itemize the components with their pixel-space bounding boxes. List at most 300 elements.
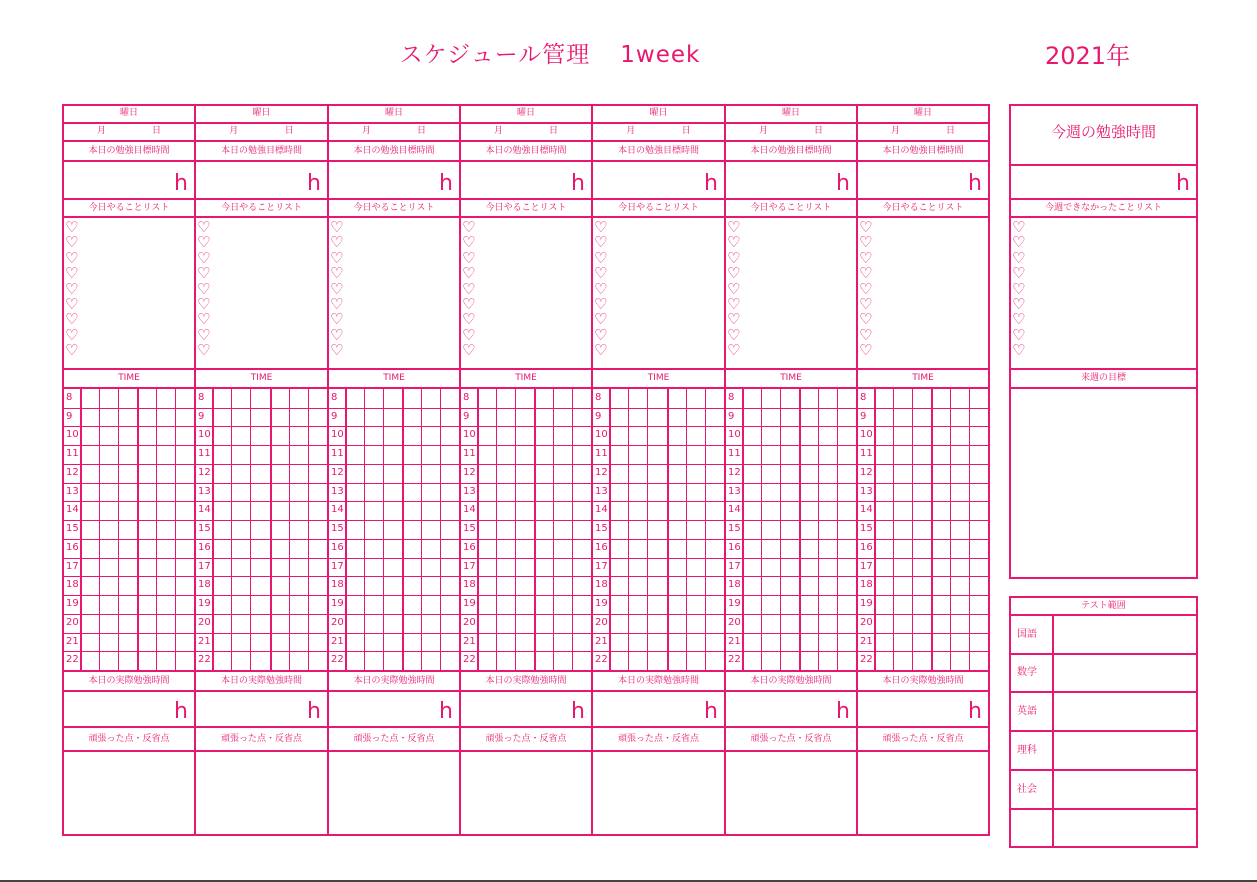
heart-icon[interactable]: ♡ <box>330 294 344 313</box>
todo-list[interactable] <box>194 216 329 370</box>
weekday-label: 曜日 <box>119 108 138 118</box>
hour-label: 10 <box>463 429 476 441</box>
heart-icon[interactable]: ♡ <box>462 264 476 283</box>
hour-label: 16 <box>66 541 79 553</box>
heart-icon[interactable]: ♡ <box>859 325 873 344</box>
time-grid[interactable] <box>194 387 329 672</box>
hour-label: 21 <box>198 635 211 647</box>
heart-icon[interactable]: ♡ <box>65 325 79 344</box>
hour-label: 15 <box>860 523 873 535</box>
heart-icon[interactable]: ♡ <box>330 341 344 360</box>
heart-icon[interactable]: ♡ <box>462 341 476 360</box>
heart-icon[interactable]: ♡ <box>197 233 211 252</box>
actual-label: 本日の実際勉強時間 <box>617 676 699 686</box>
heart-icon[interactable]: ♡ <box>594 325 608 344</box>
hour-label: 9 <box>463 410 470 422</box>
heart-icon[interactable]: ♡ <box>65 310 79 329</box>
grid-col-line <box>761 389 762 670</box>
actual-hours-box[interactable] <box>724 690 858 728</box>
weekday-cell[interactable] <box>459 104 593 124</box>
heart-icon[interactable]: ♡ <box>1012 310 1026 329</box>
hour-label: 12 <box>860 466 873 478</box>
heart-icon[interactable]: ♡ <box>330 264 344 283</box>
hour-label: 13 <box>331 485 344 497</box>
heart-icon[interactable]: ♡ <box>594 233 608 252</box>
hour-unit: h <box>439 699 453 724</box>
hour-unit: h <box>968 699 982 724</box>
target-label: 本日の勉強目標時間 <box>485 146 567 156</box>
hour-label: 21 <box>728 635 741 647</box>
heart-icon[interactable]: ♡ <box>859 264 873 283</box>
hour-unit: h <box>307 699 321 724</box>
heart-icon[interactable]: ♡ <box>462 233 476 252</box>
hour-label: 21 <box>331 635 344 647</box>
date-cell[interactable] <box>459 122 593 142</box>
hour-label: 18 <box>463 579 476 591</box>
heart-icon[interactable]: ♡ <box>330 218 344 236</box>
hour-label: 22 <box>331 654 344 666</box>
weekday-cell[interactable] <box>327 104 461 124</box>
heart-icon[interactable]: ♡ <box>330 233 344 252</box>
reflection-box[interactable] <box>591 750 726 836</box>
date-cell[interactable] <box>591 122 726 142</box>
weekly-total-box[interactable] <box>1009 164 1198 200</box>
hour-unit: h <box>307 171 321 196</box>
actual-header <box>194 670 329 692</box>
grid-col-line <box>572 389 573 670</box>
heart-icon[interactable]: ♡ <box>859 294 873 313</box>
heart-icon[interactable]: ♡ <box>1012 325 1026 344</box>
reflection-label: 頑張った点・反省点 <box>485 734 567 744</box>
grid-col-line <box>705 389 706 670</box>
weekday-label: 曜日 <box>913 108 932 118</box>
reflection-label: 頑張った点・反省点 <box>353 734 435 744</box>
heart-icon[interactable]: ♡ <box>594 264 608 283</box>
time-header <box>194 368 329 389</box>
todo-hearts <box>727 220 740 359</box>
hour-label: 13 <box>198 485 211 497</box>
actual-hours-box[interactable] <box>459 690 593 728</box>
test-subject-cell <box>1009 653 1054 693</box>
grid-col-line <box>308 389 309 670</box>
todo-label: 今日やることリスト <box>882 203 964 213</box>
test-header <box>1009 596 1198 616</box>
target-header <box>459 140 593 162</box>
hour-label: 17 <box>595 560 608 572</box>
grid-col-line <box>799 389 801 670</box>
next-goal-box[interactable] <box>1009 387 1198 579</box>
heart-icon[interactable]: ♡ <box>197 264 211 283</box>
actual-header <box>856 670 990 692</box>
heart-icon[interactable]: ♡ <box>330 248 344 267</box>
grid-col-line <box>553 389 554 670</box>
hour-label: 22 <box>595 654 608 666</box>
title-week: 1week <box>620 42 701 68</box>
day-label: 日 <box>416 126 426 136</box>
hour-label: 21 <box>463 635 476 647</box>
grid-col-line <box>780 389 781 670</box>
todo-list[interactable] <box>459 216 593 370</box>
reflection-box[interactable] <box>724 750 858 836</box>
hour-label: 13 <box>463 485 476 497</box>
heart-icon[interactable]: ♡ <box>330 310 344 329</box>
day-label: 日 <box>548 126 558 136</box>
actual-header <box>591 670 726 692</box>
weekday-label: 曜日 <box>252 108 271 118</box>
date-row <box>726 124 856 138</box>
test-subject-label: 社会 <box>1017 784 1037 795</box>
target-header <box>591 140 726 162</box>
heart-icon[interactable]: ♡ <box>462 294 476 313</box>
weekday-cell[interactable] <box>724 104 858 124</box>
weekly-heart-list <box>1012 220 1025 359</box>
time-grid[interactable] <box>459 387 593 672</box>
hour-label: 22 <box>66 654 79 666</box>
heart-icon[interactable]: ♡ <box>462 310 476 329</box>
weekday-label: 曜日 <box>649 108 668 118</box>
weekly-notdone-list[interactable] <box>1009 216 1198 370</box>
weekday-cell[interactable] <box>591 104 726 124</box>
todo-hearts <box>65 220 78 359</box>
reflection-label: 頑張った点・反省点 <box>882 734 964 744</box>
hour-unit: h <box>439 171 453 196</box>
hour-label: 14 <box>860 504 873 516</box>
grid-col-line <box>515 389 516 670</box>
todo-label: 今日やることリスト <box>353 203 435 213</box>
grid-col-line <box>137 389 139 670</box>
test-range-cell[interactable] <box>1052 653 1198 693</box>
target-hours-box[interactable] <box>194 160 329 200</box>
reflection-box[interactable] <box>62 750 196 836</box>
next-goal-label: 来週の目標 <box>1080 373 1126 383</box>
reflection-box[interactable] <box>194 750 329 836</box>
todo-list[interactable] <box>62 216 196 370</box>
hour-unit: h <box>704 699 718 724</box>
heart-icon[interactable]: ♡ <box>65 218 79 236</box>
hour-label: 18 <box>595 579 608 591</box>
time-grid[interactable] <box>327 387 461 672</box>
heart-icon[interactable]: ♡ <box>65 248 79 267</box>
heart-icon[interactable]: ♡ <box>462 218 476 236</box>
reflection-header <box>327 726 461 752</box>
hour-unit: h <box>836 699 850 724</box>
hour-label: 10 <box>66 429 79 441</box>
hour-label: 9 <box>728 410 735 422</box>
todo-header <box>724 198 858 218</box>
hour-label: 14 <box>728 504 741 516</box>
heart-icon[interactable]: ♡ <box>1012 341 1026 360</box>
title-text: スケジュール管理 <box>399 42 591 68</box>
hour-label: 16 <box>860 541 873 553</box>
target-header <box>62 140 196 162</box>
reflection-header <box>459 726 593 752</box>
grid-col-line <box>950 389 951 670</box>
heart-icon[interactable]: ♡ <box>197 218 211 236</box>
heart-icon[interactable]: ♡ <box>594 248 608 267</box>
actual-label: 本日の実際勉強時間 <box>485 676 567 686</box>
hour-label: 18 <box>66 579 79 591</box>
hour-label: 19 <box>463 598 476 610</box>
test-range-cell[interactable] <box>1052 808 1198 848</box>
todo-header <box>856 198 990 218</box>
todo-hearts <box>859 220 872 359</box>
reflection-box[interactable] <box>856 750 990 836</box>
grid-col-line <box>402 389 404 670</box>
grid-col-line <box>175 389 176 670</box>
heart-icon[interactable]: ♡ <box>330 325 344 344</box>
time-label: TIME <box>912 373 934 383</box>
test-subject-cell <box>1009 691 1054 732</box>
actual-hours-box[interactable] <box>856 690 990 728</box>
hour-label: 19 <box>728 598 741 610</box>
time-grid[interactable] <box>724 387 858 672</box>
date-cell[interactable] <box>856 122 990 142</box>
hour-label: 11 <box>198 448 211 460</box>
todo-header <box>459 198 593 218</box>
heart-icon[interactable]: ♡ <box>65 279 79 298</box>
month-label: 月 <box>626 126 636 136</box>
reflection-box[interactable] <box>327 750 461 836</box>
heart-icon[interactable]: ♡ <box>727 279 741 298</box>
date-cell[interactable] <box>327 122 461 142</box>
hour-label: 20 <box>595 616 608 628</box>
heart-icon[interactable]: ♡ <box>594 310 608 329</box>
heart-icon[interactable]: ♡ <box>859 341 873 360</box>
hour-label: 16 <box>463 541 476 553</box>
heart-icon[interactable]: ♡ <box>197 310 211 329</box>
hour-label: 20 <box>728 616 741 628</box>
hour-label: 19 <box>860 598 873 610</box>
heart-icon[interactable]: ♡ <box>594 279 608 298</box>
grid-col-line <box>609 389 611 670</box>
hour-label: 15 <box>198 523 211 535</box>
todo-list[interactable] <box>591 216 726 370</box>
heart-icon[interactable]: ♡ <box>197 248 211 267</box>
hour-label: 20 <box>463 616 476 628</box>
heart-icon[interactable]: ♡ <box>462 325 476 344</box>
hour-label: 19 <box>595 598 608 610</box>
todo-hearts <box>462 220 475 359</box>
hour-unit: h <box>174 171 188 196</box>
grid-col-line <box>383 389 384 670</box>
hour-label: 20 <box>331 616 344 628</box>
hour-label: 13 <box>728 485 741 497</box>
grid-col-line <box>99 389 100 670</box>
date-cell[interactable] <box>724 122 858 142</box>
heart-icon[interactable]: ♡ <box>197 294 211 313</box>
hour-label: 21 <box>595 635 608 647</box>
heart-icon[interactable]: ♡ <box>859 279 873 298</box>
date-cell[interactable] <box>62 122 196 142</box>
target-hours-box[interactable] <box>327 160 461 200</box>
actual-hours-box[interactable] <box>62 690 196 728</box>
heart-icon[interactable]: ♡ <box>197 341 211 360</box>
time-header <box>327 368 461 389</box>
hour-label: 19 <box>198 598 211 610</box>
month-label: 月 <box>758 126 768 136</box>
test-range-cell[interactable] <box>1052 614 1198 655</box>
date-row <box>593 124 724 138</box>
reflection-box[interactable] <box>459 750 593 836</box>
hour-label: 17 <box>860 560 873 572</box>
hour-label: 17 <box>198 560 211 572</box>
heart-icon[interactable]: ♡ <box>859 233 873 252</box>
grid-col-line <box>270 389 272 670</box>
heart-icon[interactable]: ♡ <box>594 294 608 313</box>
hour-label: 14 <box>331 504 344 516</box>
grid-col-line <box>969 389 970 670</box>
heart-icon[interactable]: ♡ <box>1012 248 1026 267</box>
heart-icon[interactable]: ♡ <box>727 248 741 267</box>
heart-icon[interactable]: ♡ <box>65 264 79 283</box>
weekday-cell[interactable] <box>194 104 329 124</box>
hour-label: 15 <box>728 523 741 535</box>
actual-hours-box[interactable] <box>591 690 726 728</box>
grid-col-line <box>118 389 119 670</box>
target-hours-box[interactable] <box>62 160 196 200</box>
heart-icon[interactable]: ♡ <box>330 279 344 298</box>
test-range-cell[interactable] <box>1052 730 1198 771</box>
heart-icon[interactable]: ♡ <box>1012 294 1026 313</box>
time-grid[interactable] <box>591 387 726 672</box>
grid-col-line <box>421 389 422 670</box>
heart-icon[interactable]: ♡ <box>727 233 741 252</box>
heart-icon[interactable]: ♡ <box>65 233 79 252</box>
test-subject-cell <box>1009 614 1054 655</box>
grid-col-line <box>156 389 157 670</box>
weekday-label: 曜日 <box>516 108 535 118</box>
heart-icon[interactable]: ♡ <box>1012 279 1026 298</box>
hour-unit: h <box>571 699 585 724</box>
date-row <box>461 124 591 138</box>
month-label: 月 <box>493 126 503 136</box>
todo-list[interactable] <box>856 216 990 370</box>
time-label: TIME <box>118 373 140 383</box>
hour-label: 15 <box>331 523 344 535</box>
weekly-hour-unit: h <box>1176 171 1190 196</box>
hour-label: 10 <box>728 429 741 441</box>
test-range-cell[interactable] <box>1052 691 1198 732</box>
target-hours-box[interactable] <box>459 160 593 200</box>
day-label: 日 <box>813 126 823 136</box>
hour-label: 12 <box>463 466 476 478</box>
heart-icon[interactable]: ♡ <box>727 310 741 329</box>
hour-label: 16 <box>595 541 608 553</box>
hour-label: 9 <box>860 410 867 422</box>
heart-icon[interactable]: ♡ <box>1012 233 1026 252</box>
time-grid[interactable] <box>856 387 990 672</box>
heart-icon[interactable]: ♡ <box>197 279 211 298</box>
hour-label: 15 <box>463 523 476 535</box>
hour-label: 14 <box>463 504 476 516</box>
date-cell[interactable] <box>194 122 329 142</box>
hour-label: 10 <box>331 429 344 441</box>
hour-label: 22 <box>728 654 741 666</box>
time-label: TIME <box>780 373 802 383</box>
hour-label: 9 <box>331 410 338 422</box>
actual-hours-box[interactable] <box>327 690 461 728</box>
grid-col-line <box>893 389 894 670</box>
actual-hours-box[interactable] <box>194 690 329 728</box>
time-header <box>459 368 593 389</box>
weekly-notdone-label: 今週できなかったことリスト <box>1045 203 1162 213</box>
hour-label: 9 <box>66 410 73 422</box>
hour-label: 12 <box>728 466 741 478</box>
heart-icon[interactable]: ♡ <box>859 218 873 236</box>
heart-icon[interactable]: ♡ <box>727 294 741 313</box>
test-subject-label: 英語 <box>1017 706 1037 717</box>
grid-col-line <box>80 389 82 670</box>
time-grid[interactable] <box>62 387 196 672</box>
reflection-header <box>194 726 329 752</box>
test-subject-cell <box>1009 808 1054 848</box>
reflection-header <box>856 726 990 752</box>
hour-label: 17 <box>66 560 79 572</box>
heart-icon[interactable]: ♡ <box>1012 218 1026 236</box>
heart-icon[interactable]: ♡ <box>65 341 79 360</box>
heart-icon[interactable]: ♡ <box>197 325 211 344</box>
weekday-cell[interactable] <box>62 104 196 124</box>
actual-label: 本日の実際勉強時間 <box>882 676 964 686</box>
todo-label: 今日やることリスト <box>618 203 699 213</box>
heart-icon[interactable]: ♡ <box>65 294 79 313</box>
time-label: TIME <box>250 373 273 383</box>
todo-list[interactable] <box>327 216 461 370</box>
hour-label: 13 <box>66 485 79 497</box>
heart-icon[interactable]: ♡ <box>859 248 873 267</box>
heart-icon[interactable]: ♡ <box>462 248 476 267</box>
heart-icon[interactable]: ♡ <box>727 325 741 344</box>
heart-icon[interactable]: ♡ <box>594 218 608 236</box>
grid-col-line <box>686 389 687 670</box>
hour-label: 19 <box>331 598 344 610</box>
hour-label: 22 <box>463 654 476 666</box>
actual-header <box>459 670 593 692</box>
todo-label: 今日やることリスト <box>221 203 302 213</box>
hour-unit: h <box>174 699 188 724</box>
test-label: テスト範囲 <box>1081 601 1126 611</box>
target-hours-box[interactable] <box>591 160 726 200</box>
heart-icon[interactable]: ♡ <box>727 264 741 283</box>
heart-icon[interactable]: ♡ <box>462 279 476 298</box>
hour-label: 14 <box>66 504 79 516</box>
test-range-cell[interactable] <box>1052 769 1198 810</box>
hour-label: 10 <box>198 429 211 441</box>
heart-icon[interactable]: ♡ <box>727 218 741 236</box>
hour-label: 8 <box>198 392 205 403</box>
grid-col-line <box>250 389 251 670</box>
heart-icon[interactable]: ♡ <box>1012 264 1026 283</box>
next-goal-header <box>1009 368 1198 389</box>
reflection-header <box>724 726 858 752</box>
hour-label: 15 <box>66 523 79 535</box>
todo-hearts <box>197 220 210 359</box>
hour-label: 11 <box>66 448 79 460</box>
weekday-cell[interactable] <box>856 104 990 124</box>
heart-icon[interactable]: ♡ <box>859 310 873 329</box>
hour-label: 21 <box>66 635 79 647</box>
hour-label: 20 <box>198 616 211 628</box>
hour-label: 18 <box>331 579 344 591</box>
todo-list[interactable] <box>724 216 858 370</box>
target-hours-box[interactable] <box>856 160 990 200</box>
reflection-label: 頑張った点・反省点 <box>750 734 832 744</box>
hour-label: 14 <box>198 504 211 516</box>
actual-label: 本日の実際勉強時間 <box>750 676 832 686</box>
heart-icon[interactable]: ♡ <box>727 341 741 360</box>
heart-icon[interactable]: ♡ <box>594 341 608 360</box>
target-hours-box[interactable] <box>724 160 858 200</box>
